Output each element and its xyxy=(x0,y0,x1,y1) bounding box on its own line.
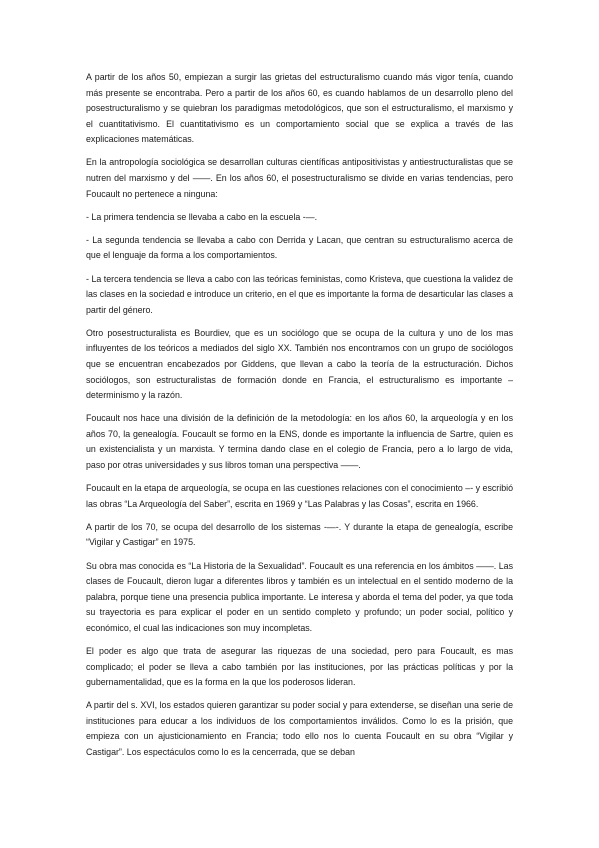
paragraph-10: Su obra mas conocida es “La Historia de la Sexualidad”. Foucault es una referencia en los ámbitos ——. Las clases de Foucault, dieron lugar a diferentes libros y también es un intelectual en el sentido moderno de la palabra, porque tiene una presencia publica importante. Le interesa y aborda el tema del poder, ya que toda su trayectoria es para explicar el poder en un sentido completo y profundo; un poder social, político y económico, el cual las indicaciones son muy incompletas. xyxy=(86,560,513,633)
paragraph-11: El poder es algo que trata de asegurar las riquezas de una sociedad, pero para Foucault, es mas complicado; el poder se lleva a cabo también por las instituciones, por las prácticas políticas y por la gubernamentalidad, que es la forma en la que los poderosos lideran. xyxy=(86,646,513,688)
paragraph-9: A partir de los 70, se ocupa del desarrollo de los sistemas -—-. Y durante la etapa de genealogía, escribe “Vigilar y Castigar” en 1975. xyxy=(86,521,513,548)
paragraph-1: A partir de los años 50, empiezan a surgir las grietas del estructuralismo cuando más vigor tenía, cuando más presente se encontraba. Pero a partir de los años 60, es cuando hablamos de un desarrollo pleno del posestructuralismo y se quiebran los paradigmas metodológicos, que son el estructuralismo, el marxismo y el cuantitativismo. El cuantitativismo es un comportamiento social que se explica a través de las explicaciones matemáticas. xyxy=(86,72,513,145)
document-body xyxy=(86,70,513,768)
paragraph-7: Foucault nos hace una división de la definición de la metodología: en los años 60, la arqueología y en los años 70, la genealogía. Foucault se formo en la ENS, donde es importante la influencia de Sartre, quien es un existencialista y un marxista. Y termina dando clase en el colegio de Francia, pero a lo largo de vida, paso por otras universidades y sus libros toman una perspectiva ——. xyxy=(86,413,513,471)
paragraph-3: - La primera tendencia se llevaba a cabo en la escuela -—. xyxy=(86,211,318,222)
paragraph-4: - La segunda tendencia se llevaba a cabo con Derrida y Lacan, que centran su estructuralismo acerca de que el lenguaje da forma a los comportamientos. xyxy=(86,234,513,261)
paragraph-12: A partir del s. XVI, los estados quieren garantizar su poder social y para extenderse, se diseñan una serie de instituciones para educar a los individuos de los comportamientos inválidos. Como lo es la prisión, que empieza con un ajusticionamiento en Francia; todo ello nos lo cuenta Foucault en su obra “Vigilar y Castigar”. Los espectáculos como lo es la cencerrada, que se deban xyxy=(86,700,513,758)
paragraph-5: - La tercera tendencia se lleva a cabo con las teóricas feministas, como Kristeva, que cuestiona la validez de las clases en la sociedad e introduce un criterio, en el que es importante la forma de desarticular las clases a partir del género. xyxy=(86,273,513,315)
paragraph-2: En la antropología sociológica se desarrollan culturas científicas antipositivistas y antiestructuralistas que se nutren del marxismo y del ——. En los años 60, el posestructuralismo se divide en varias tendencias, pero Foucault no pertenece a ninguna: xyxy=(86,157,513,199)
paragraph-6: Otro posestructuralista es Bourdiev, que es un sociólogo que se ocupa de la cultura y uno de los mas influyentes de los teóricos a mediados del siglo XX. También nos encontramos con un grupo de sociólogos que se encuentran encabezados por Giddens, que llevan a cabo la teoría de la estructuración. Dichos sociólogos, son estructuralistas de formación donde en Francia, el estructuralismo es importante – determinismo y la razón. xyxy=(86,327,513,401)
paragraph-8: Foucault en la etapa de arqueología, se ocupa en las cuestiones relaciones con el conocimiento –- y escribió las obras “La Arqueología del Saber”, escrita en 1969 y “Las Palabras y las Cosas”, escrita en 1966. xyxy=(86,483,513,509)
